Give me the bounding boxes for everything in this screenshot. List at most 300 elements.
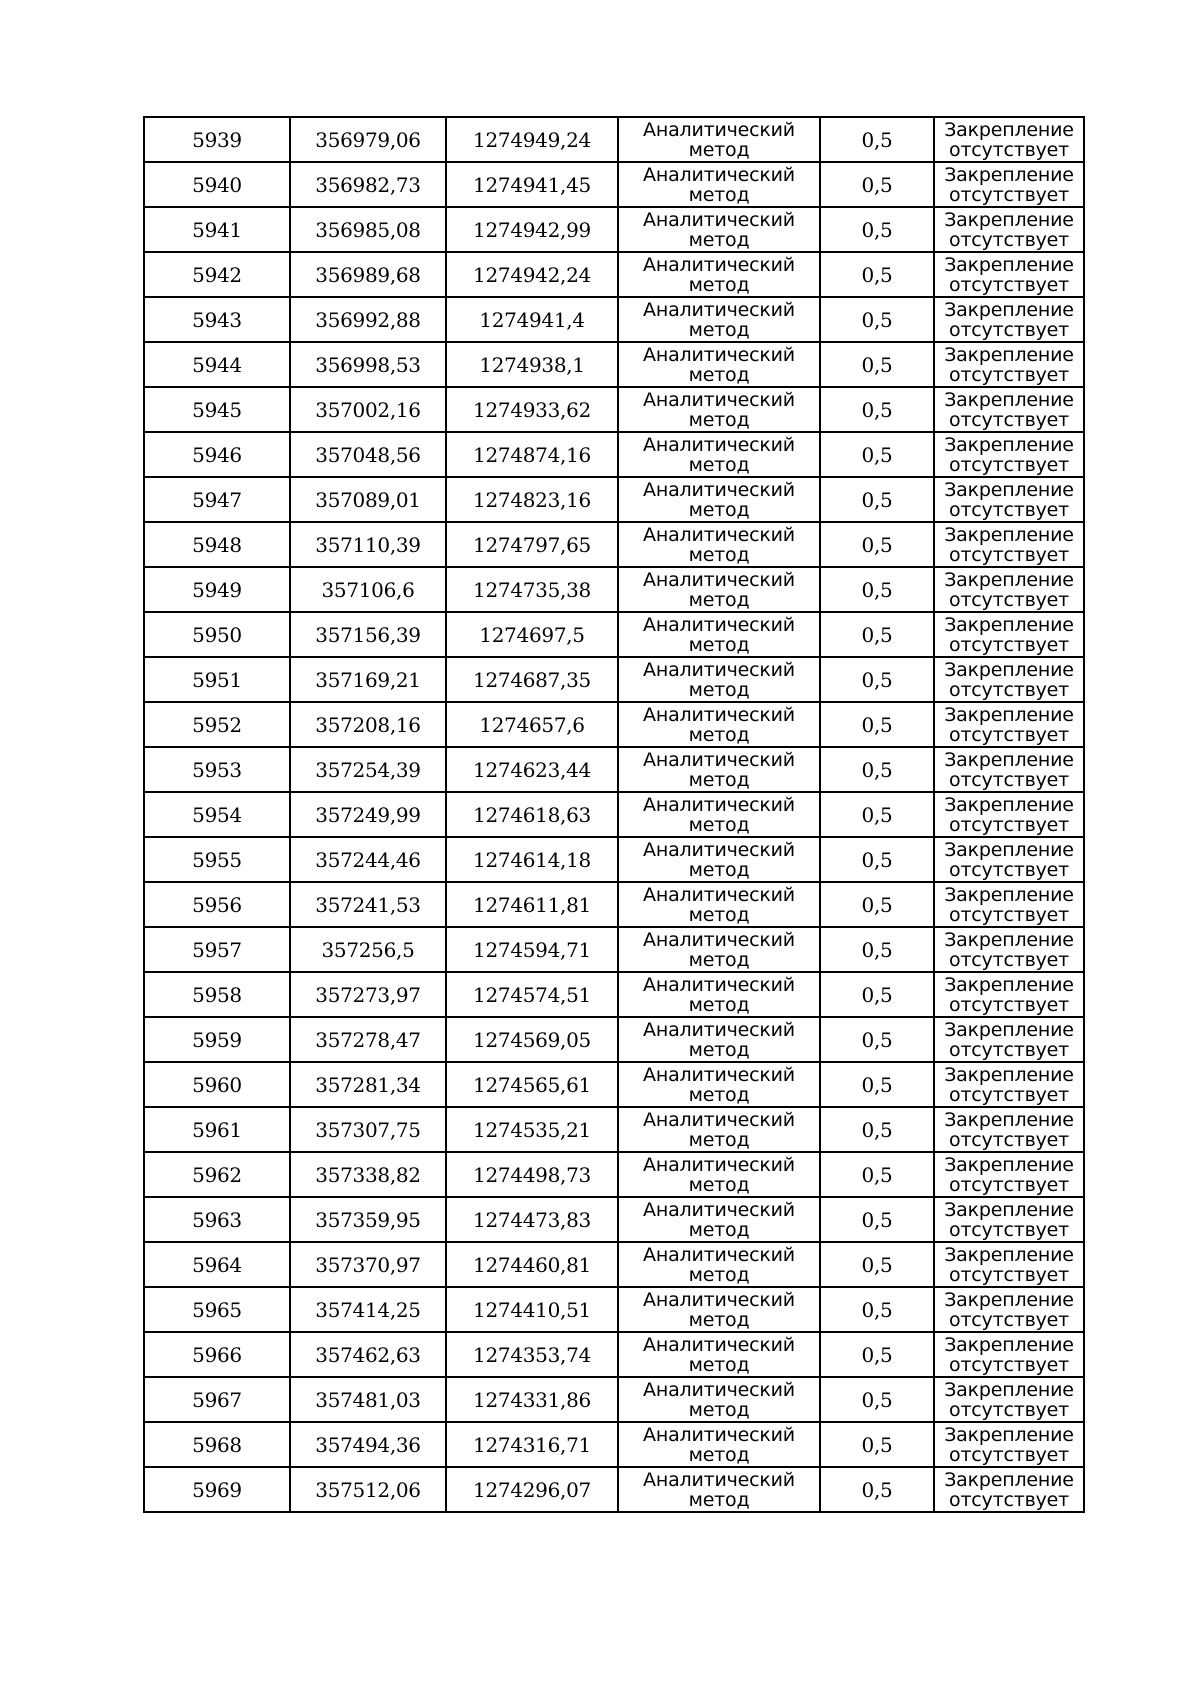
fixing-cell bbox=[934, 1197, 1084, 1242]
method-cell bbox=[618, 342, 820, 387]
y-coordinate-cell: 1274611,81 bbox=[446, 882, 618, 927]
method-cell-line-1: Аналитический bbox=[643, 1468, 795, 1491]
fixing-cell bbox=[934, 1332, 1084, 1377]
x-coordinate-cell: 357156,39 bbox=[290, 612, 446, 657]
table-row bbox=[144, 1377, 1084, 1422]
accuracy-cell: 0,5 bbox=[820, 252, 934, 297]
method-cell-line-2: метод bbox=[688, 858, 750, 881]
method-cell-line-1: Аналитический bbox=[643, 433, 795, 456]
fixing-cell-line-2: отсутствует bbox=[949, 363, 1069, 386]
fixing-cell-line-1: Закрепление bbox=[944, 1063, 1074, 1086]
method-cell-line-2: метод bbox=[688, 1218, 750, 1241]
table-body bbox=[144, 117, 1084, 1512]
fixing-cell-line-1: Закрепление bbox=[944, 1288, 1074, 1311]
fixing-cell-line-1: Закрепление bbox=[944, 298, 1074, 321]
accuracy-cell: 0,5 bbox=[820, 1107, 934, 1152]
method-cell-line-2: метод bbox=[688, 993, 750, 1016]
point-number-cell: 5939 bbox=[144, 117, 290, 162]
fixing-cell-line-1: Закрепление bbox=[944, 388, 1074, 411]
fixing-cell-line-2: отсутствует bbox=[949, 1173, 1069, 1196]
table-row bbox=[144, 1152, 1084, 1197]
fixing-cell-line-2: отсутствует bbox=[949, 948, 1069, 971]
point-number-cell: 5948 bbox=[144, 522, 290, 567]
table-row bbox=[144, 342, 1084, 387]
fixing-cell-line-2: отсутствует bbox=[949, 1038, 1069, 1061]
fixing-cell-line-2: отсутствует bbox=[949, 1398, 1069, 1421]
fixing-cell bbox=[934, 387, 1084, 432]
y-coordinate-cell: 1274473,83 bbox=[446, 1197, 618, 1242]
y-coordinate-cell: 1274797,65 bbox=[446, 522, 618, 567]
method-cell-line-2: метод bbox=[688, 408, 750, 431]
method-cell-line-2: метод bbox=[688, 543, 750, 566]
y-coordinate-cell: 1274574,51 bbox=[446, 972, 618, 1017]
y-coordinate-cell: 1274687,35 bbox=[446, 657, 618, 702]
x-coordinate-cell: 357462,63 bbox=[290, 1332, 446, 1377]
x-coordinate-cell: 357338,82 bbox=[290, 1152, 446, 1197]
method-cell-line-2: метод bbox=[688, 1038, 750, 1061]
y-coordinate-cell: 1274618,63 bbox=[446, 792, 618, 837]
coordinates-table bbox=[143, 116, 1085, 1513]
point-number-cell: 5957 bbox=[144, 927, 290, 972]
fixing-cell bbox=[934, 747, 1084, 792]
y-coordinate-cell: 1274938,1 bbox=[446, 342, 618, 387]
accuracy-cell: 0,5 bbox=[820, 1287, 934, 1332]
method-cell bbox=[618, 297, 820, 342]
method-cell-line-2: метод bbox=[688, 678, 750, 701]
fixing-cell-line-1: Закрепление bbox=[944, 703, 1074, 726]
point-number-cell: 5963 bbox=[144, 1197, 290, 1242]
point-number-cell: 5954 bbox=[144, 792, 290, 837]
fixing-cell-line-1: Закрепление bbox=[944, 658, 1074, 681]
x-coordinate-cell: 357256,5 bbox=[290, 927, 446, 972]
fixing-cell-line-1: Закрепление bbox=[944, 433, 1074, 456]
accuracy-cell: 0,5 bbox=[820, 1332, 934, 1377]
table-row bbox=[144, 837, 1084, 882]
method-cell bbox=[618, 792, 820, 837]
point-number-cell: 5951 bbox=[144, 657, 290, 702]
method-cell bbox=[618, 567, 820, 612]
method-cell bbox=[618, 612, 820, 657]
method-cell bbox=[618, 207, 820, 252]
x-coordinate-cell: 356979,06 bbox=[290, 117, 446, 162]
y-coordinate-cell: 1274623,44 bbox=[446, 747, 618, 792]
method-cell-line-2: метод bbox=[688, 1083, 750, 1106]
y-coordinate-cell: 1274933,62 bbox=[446, 387, 618, 432]
table-row bbox=[144, 207, 1084, 252]
method-cell-line-2: метод bbox=[688, 363, 750, 386]
method-cell-line-2: метод bbox=[688, 1353, 750, 1376]
accuracy-cell: 0,5 bbox=[820, 567, 934, 612]
fixing-cell-line-1: Закрепление bbox=[944, 1198, 1074, 1221]
accuracy-cell: 0,5 bbox=[820, 1242, 934, 1287]
method-cell bbox=[618, 702, 820, 747]
method-cell-line-1: Аналитический bbox=[643, 1198, 795, 1221]
y-coordinate-cell: 1274565,61 bbox=[446, 1062, 618, 1107]
accuracy-cell: 0,5 bbox=[820, 1377, 934, 1422]
method-cell-line-2: метод bbox=[688, 138, 750, 161]
method-cell-line-1: Аналитический bbox=[643, 1063, 795, 1086]
fixing-cell-line-2: отсутствует bbox=[949, 183, 1069, 206]
fixing-cell bbox=[934, 207, 1084, 252]
method-cell-line-1: Аналитический bbox=[643, 928, 795, 951]
fixing-cell-line-2: отсутствует bbox=[949, 228, 1069, 251]
point-number-cell: 5961 bbox=[144, 1107, 290, 1152]
fixing-cell bbox=[934, 432, 1084, 477]
accuracy-cell: 0,5 bbox=[820, 702, 934, 747]
point-number-cell: 5950 bbox=[144, 612, 290, 657]
x-coordinate-cell: 357281,34 bbox=[290, 1062, 446, 1107]
method-cell bbox=[618, 162, 820, 207]
fixing-cell-line-1: Закрепление bbox=[944, 1378, 1074, 1401]
method-cell bbox=[618, 1197, 820, 1242]
method-cell-line-2: метод bbox=[688, 318, 750, 341]
accuracy-cell: 0,5 bbox=[820, 432, 934, 477]
y-coordinate-cell: 1274353,74 bbox=[446, 1332, 618, 1377]
method-cell-line-2: метод bbox=[688, 1128, 750, 1151]
fixing-cell-line-2: отсутствует bbox=[949, 543, 1069, 566]
accuracy-cell: 0,5 bbox=[820, 1017, 934, 1062]
y-coordinate-cell: 1274594,71 bbox=[446, 927, 618, 972]
fixing-cell-line-2: отсутствует bbox=[949, 1263, 1069, 1286]
method-cell-line-1: Аналитический bbox=[643, 883, 795, 906]
method-cell-line-1: Аналитический bbox=[643, 1423, 795, 1446]
table-row bbox=[144, 1422, 1084, 1467]
x-coordinate-cell: 357106,6 bbox=[290, 567, 446, 612]
point-number-cell: 5958 bbox=[144, 972, 290, 1017]
method-cell-line-2: метод bbox=[688, 1488, 750, 1511]
fixing-cell bbox=[934, 567, 1084, 612]
method-cell-line-2: метод bbox=[688, 903, 750, 926]
method-cell-line-2: метод bbox=[688, 228, 750, 251]
fixing-cell-line-1: Закрепление bbox=[944, 1423, 1074, 1446]
method-cell-line-1: Аналитический bbox=[643, 298, 795, 321]
method-cell bbox=[618, 657, 820, 702]
method-cell-line-1: Аналитический bbox=[643, 478, 795, 501]
table-row bbox=[144, 117, 1084, 162]
fixing-cell-line-2: отсутствует bbox=[949, 723, 1069, 746]
x-coordinate-cell: 356982,73 bbox=[290, 162, 446, 207]
table-row bbox=[144, 252, 1084, 297]
fixing-cell bbox=[934, 1107, 1084, 1152]
table-row bbox=[144, 1467, 1084, 1512]
fixing-cell-line-1: Закрепление bbox=[944, 613, 1074, 636]
fixing-cell bbox=[934, 522, 1084, 567]
method-cell-line-2: метод bbox=[688, 588, 750, 611]
table-row bbox=[144, 612, 1084, 657]
fixing-cell bbox=[934, 477, 1084, 522]
table-row bbox=[144, 702, 1084, 747]
fixing-cell-line-1: Закрепление bbox=[944, 883, 1074, 906]
fixing-cell-line-2: отсутствует bbox=[949, 858, 1069, 881]
y-coordinate-cell: 1274735,38 bbox=[446, 567, 618, 612]
x-coordinate-cell: 357048,56 bbox=[290, 432, 446, 477]
fixing-cell bbox=[934, 657, 1084, 702]
method-cell bbox=[618, 1107, 820, 1152]
method-cell-line-2: метод bbox=[688, 1173, 750, 1196]
x-coordinate-cell: 356989,68 bbox=[290, 252, 446, 297]
method-cell bbox=[618, 1377, 820, 1422]
y-coordinate-cell: 1274874,16 bbox=[446, 432, 618, 477]
y-coordinate-cell: 1274614,18 bbox=[446, 837, 618, 882]
fixing-cell-line-1: Закрепление bbox=[944, 1108, 1074, 1131]
method-cell-line-1: Аналитический bbox=[643, 388, 795, 411]
point-number-cell: 5952 bbox=[144, 702, 290, 747]
table-row bbox=[144, 1017, 1084, 1062]
fixing-cell bbox=[934, 1467, 1084, 1512]
x-coordinate-cell: 357481,03 bbox=[290, 1377, 446, 1422]
point-number-cell: 5956 bbox=[144, 882, 290, 927]
accuracy-cell: 0,5 bbox=[820, 657, 934, 702]
y-coordinate-cell: 1274535,21 bbox=[446, 1107, 618, 1152]
method-cell-line-1: Аналитический bbox=[643, 523, 795, 546]
fixing-cell-line-2: отсутствует bbox=[949, 1083, 1069, 1106]
method-cell-line-2: метод bbox=[688, 1308, 750, 1331]
method-cell-line-2: метод bbox=[688, 1398, 750, 1421]
table-row bbox=[144, 567, 1084, 612]
method-cell-line-1: Аналитический bbox=[643, 1333, 795, 1356]
accuracy-cell: 0,5 bbox=[820, 612, 934, 657]
x-coordinate-cell: 357002,16 bbox=[290, 387, 446, 432]
table-row bbox=[144, 162, 1084, 207]
table-row bbox=[144, 1062, 1084, 1107]
table-row bbox=[144, 387, 1084, 432]
method-cell-line-1: Аналитический bbox=[643, 793, 795, 816]
fixing-cell-line-2: отсутствует bbox=[949, 1443, 1069, 1466]
point-number-cell: 5942 bbox=[144, 252, 290, 297]
method-cell-line-2: метод bbox=[688, 273, 750, 296]
method-cell-line-1: Аналитический bbox=[643, 703, 795, 726]
fixing-cell-line-2: отсутствует bbox=[949, 1353, 1069, 1376]
fixing-cell bbox=[934, 1152, 1084, 1197]
x-coordinate-cell: 357278,47 bbox=[290, 1017, 446, 1062]
fixing-cell-line-2: отсутствует bbox=[949, 138, 1069, 161]
method-cell bbox=[618, 522, 820, 567]
fixing-cell bbox=[934, 342, 1084, 387]
method-cell-line-1: Аналитический bbox=[643, 1153, 795, 1176]
x-coordinate-cell: 357110,39 bbox=[290, 522, 446, 567]
method-cell-line-1: Аналитический bbox=[643, 1243, 795, 1266]
point-number-cell: 5943 bbox=[144, 297, 290, 342]
fixing-cell-line-1: Закрепление bbox=[944, 1018, 1074, 1041]
x-coordinate-cell: 356992,88 bbox=[290, 297, 446, 342]
point-number-cell: 5964 bbox=[144, 1242, 290, 1287]
method-cell-line-1: Аналитический bbox=[643, 1018, 795, 1041]
y-coordinate-cell: 1274942,24 bbox=[446, 252, 618, 297]
accuracy-cell: 0,5 bbox=[820, 1152, 934, 1197]
fixing-cell bbox=[934, 612, 1084, 657]
fixing-cell bbox=[934, 252, 1084, 297]
y-coordinate-cell: 1274941,4 bbox=[446, 297, 618, 342]
x-coordinate-cell: 357241,53 bbox=[290, 882, 446, 927]
method-cell bbox=[618, 1422, 820, 1467]
method-cell bbox=[618, 1017, 820, 1062]
method-cell-line-1: Аналитический bbox=[643, 568, 795, 591]
x-coordinate-cell: 357208,16 bbox=[290, 702, 446, 747]
fixing-cell-line-2: отсутствует bbox=[949, 633, 1069, 656]
table-row bbox=[144, 792, 1084, 837]
point-number-cell: 5965 bbox=[144, 1287, 290, 1332]
method-cell-line-2: метод bbox=[688, 453, 750, 476]
point-number-cell: 5944 bbox=[144, 342, 290, 387]
method-cell-line-1: Аналитический bbox=[643, 1108, 795, 1131]
point-number-cell: 5959 bbox=[144, 1017, 290, 1062]
fixing-cell-line-1: Закрепление bbox=[944, 838, 1074, 861]
x-coordinate-cell: 356998,53 bbox=[290, 342, 446, 387]
method-cell-line-2: метод bbox=[688, 1263, 750, 1286]
table-row bbox=[144, 432, 1084, 477]
accuracy-cell: 0,5 bbox=[820, 837, 934, 882]
fixing-cell bbox=[934, 1242, 1084, 1287]
fixing-cell bbox=[934, 117, 1084, 162]
method-cell-line-1: Аналитический bbox=[643, 973, 795, 996]
x-coordinate-cell: 357307,75 bbox=[290, 1107, 446, 1152]
y-coordinate-cell: 1274296,07 bbox=[446, 1467, 618, 1512]
fixing-cell-line-2: отсутствует bbox=[949, 678, 1069, 701]
method-cell bbox=[618, 1242, 820, 1287]
x-coordinate-cell: 357254,39 bbox=[290, 747, 446, 792]
fixing-cell-line-2: отсутствует bbox=[949, 903, 1069, 926]
method-cell bbox=[618, 477, 820, 522]
y-coordinate-cell: 1274823,16 bbox=[446, 477, 618, 522]
accuracy-cell: 0,5 bbox=[820, 342, 934, 387]
method-cell bbox=[618, 837, 820, 882]
method-cell-line-1: Аналитический bbox=[643, 253, 795, 276]
y-coordinate-cell: 1274498,73 bbox=[446, 1152, 618, 1197]
x-coordinate-cell: 357249,99 bbox=[290, 792, 446, 837]
method-cell-line-2: метод bbox=[688, 948, 750, 971]
fixing-cell bbox=[934, 297, 1084, 342]
accuracy-cell: 0,5 bbox=[820, 117, 934, 162]
method-cell-line-1: Аналитический bbox=[643, 838, 795, 861]
method-cell-line-2: метод bbox=[688, 633, 750, 656]
fixing-cell bbox=[934, 1062, 1084, 1107]
fixing-cell-line-2: отсутствует bbox=[949, 813, 1069, 836]
fixing-cell-line-2: отсутствует bbox=[949, 453, 1069, 476]
fixing-cell-line-2: отсутствует bbox=[949, 768, 1069, 791]
fixing-cell-line-2: отсутствует bbox=[949, 1308, 1069, 1331]
method-cell bbox=[618, 972, 820, 1017]
fixing-cell bbox=[934, 702, 1084, 747]
point-number-cell: 5967 bbox=[144, 1377, 290, 1422]
x-coordinate-cell: 357359,95 bbox=[290, 1197, 446, 1242]
method-cell-line-1: Аналитический bbox=[643, 658, 795, 681]
fixing-cell-line-1: Закрепление bbox=[944, 523, 1074, 546]
method-cell bbox=[618, 882, 820, 927]
accuracy-cell: 0,5 bbox=[820, 297, 934, 342]
fixing-cell bbox=[934, 162, 1084, 207]
y-coordinate-cell: 1274697,5 bbox=[446, 612, 618, 657]
y-coordinate-cell: 1274410,51 bbox=[446, 1287, 618, 1332]
fixing-cell-line-2: отсутствует bbox=[949, 498, 1069, 521]
table-row bbox=[144, 927, 1084, 972]
fixing-cell bbox=[934, 1287, 1084, 1332]
fixing-cell-line-2: отсутствует bbox=[949, 1128, 1069, 1151]
table-row bbox=[144, 747, 1084, 792]
point-number-cell: 5946 bbox=[144, 432, 290, 477]
x-coordinate-cell: 357089,01 bbox=[290, 477, 446, 522]
method-cell-line-2: метод bbox=[688, 1443, 750, 1466]
y-coordinate-cell: 1274316,71 bbox=[446, 1422, 618, 1467]
x-coordinate-cell: 357273,97 bbox=[290, 972, 446, 1017]
accuracy-cell: 0,5 bbox=[820, 1197, 934, 1242]
accuracy-cell: 0,5 bbox=[820, 972, 934, 1017]
fixing-cell-line-2: отсутствует bbox=[949, 1488, 1069, 1511]
method-cell bbox=[618, 1152, 820, 1197]
x-coordinate-cell: 357494,36 bbox=[290, 1422, 446, 1467]
table-row bbox=[144, 1242, 1084, 1287]
x-coordinate-cell: 357414,25 bbox=[290, 1287, 446, 1332]
accuracy-cell: 0,5 bbox=[820, 792, 934, 837]
method-cell bbox=[618, 117, 820, 162]
fixing-cell bbox=[934, 1422, 1084, 1467]
table-row bbox=[144, 477, 1084, 522]
table-row bbox=[144, 1107, 1084, 1152]
point-number-cell: 5947 bbox=[144, 477, 290, 522]
point-number-cell: 5941 bbox=[144, 207, 290, 252]
fixing-cell-line-1: Закрепление bbox=[944, 1333, 1074, 1356]
fixing-cell-line-1: Закрепление bbox=[944, 568, 1074, 591]
table-row bbox=[144, 1197, 1084, 1242]
accuracy-cell: 0,5 bbox=[820, 927, 934, 972]
method-cell-line-1: Аналитический bbox=[643, 1288, 795, 1311]
point-number-cell: 5940 bbox=[144, 162, 290, 207]
table-row bbox=[144, 1287, 1084, 1332]
x-coordinate-cell: 357512,06 bbox=[290, 1467, 446, 1512]
fixing-cell bbox=[934, 882, 1084, 927]
table-row bbox=[144, 657, 1084, 702]
fixing-cell-line-1: Закрепление bbox=[944, 1243, 1074, 1266]
table-row bbox=[144, 297, 1084, 342]
point-number-cell: 5962 bbox=[144, 1152, 290, 1197]
method-cell bbox=[618, 1062, 820, 1107]
accuracy-cell: 0,5 bbox=[820, 522, 934, 567]
y-coordinate-cell: 1274460,81 bbox=[446, 1242, 618, 1287]
y-coordinate-cell: 1274331,86 bbox=[446, 1377, 618, 1422]
method-cell-line-1: Аналитический bbox=[643, 208, 795, 231]
accuracy-cell: 0,5 bbox=[820, 207, 934, 252]
fixing-cell bbox=[934, 1017, 1084, 1062]
method-cell-line-2: метод bbox=[688, 723, 750, 746]
point-number-cell: 5945 bbox=[144, 387, 290, 432]
point-number-cell: 5955 bbox=[144, 837, 290, 882]
method-cell-line-1: Аналитический bbox=[643, 613, 795, 636]
fixing-cell-line-1: Закрепление bbox=[944, 118, 1074, 141]
method-cell-line-1: Аналитический bbox=[643, 748, 795, 771]
method-cell bbox=[618, 432, 820, 477]
point-number-cell: 5949 bbox=[144, 567, 290, 612]
method-cell-line-2: метод bbox=[688, 498, 750, 521]
method-cell-line-1: Аналитический bbox=[643, 1378, 795, 1401]
method-cell bbox=[618, 387, 820, 432]
accuracy-cell: 0,5 bbox=[820, 1422, 934, 1467]
point-number-cell: 5969 bbox=[144, 1467, 290, 1512]
x-coordinate-cell: 357370,97 bbox=[290, 1242, 446, 1287]
table-row bbox=[144, 1332, 1084, 1377]
fixing-cell-line-1: Закрепление bbox=[944, 478, 1074, 501]
method-cell bbox=[618, 927, 820, 972]
method-cell bbox=[618, 1287, 820, 1332]
method-cell-line-1: Аналитический bbox=[643, 343, 795, 366]
accuracy-cell: 0,5 bbox=[820, 387, 934, 432]
fixing-cell-line-2: отсутствует bbox=[949, 408, 1069, 431]
accuracy-cell: 0,5 bbox=[820, 882, 934, 927]
method-cell bbox=[618, 252, 820, 297]
fixing-cell-line-2: отсутствует bbox=[949, 318, 1069, 341]
table-row bbox=[144, 522, 1084, 567]
fixing-cell-line-1: Закрепление bbox=[944, 928, 1074, 951]
point-number-cell: 5953 bbox=[144, 747, 290, 792]
method-cell-line-2: метод bbox=[688, 183, 750, 206]
